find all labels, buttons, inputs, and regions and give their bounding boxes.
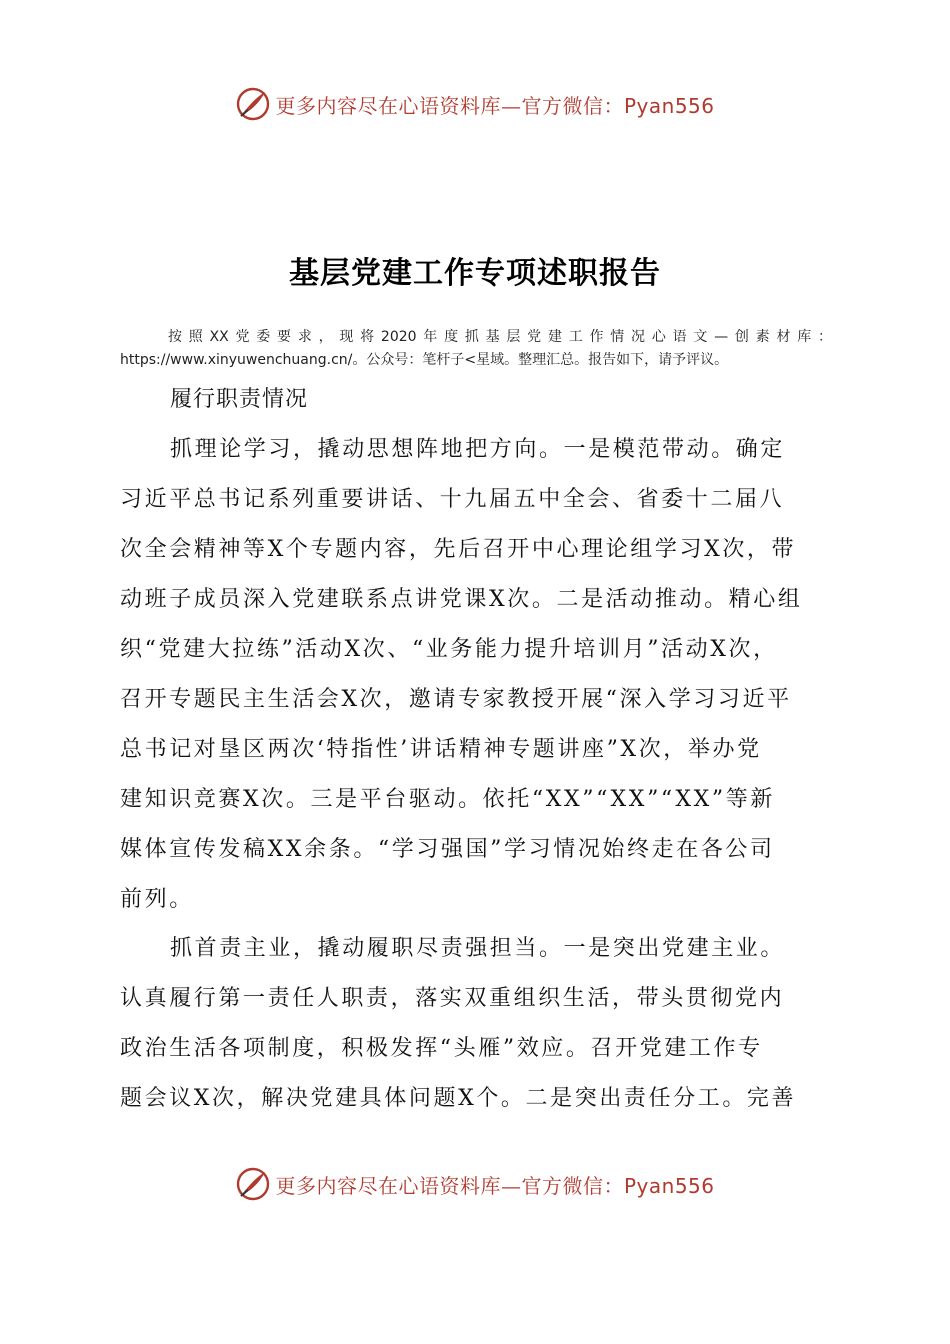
paragraph-line: 抓理论学习，撬动思想阵地把方向。一是模范带动。确定 — [170, 437, 786, 462]
paragraph-line: 抓首责主业，撬动履职尽责强担当。一是突出党建主业。 — [170, 936, 786, 961]
banner-slogan: 更多内容尽在心语资料库—官方微信： — [275, 1173, 624, 1198]
banner-wechat-id: Pyan556 — [623, 93, 715, 118]
feather-pen-icon — [235, 86, 271, 122]
paragraph-line: 次全会精神等X个专题内容，先后召开中心理论组学习X次，带 — [120, 537, 797, 562]
document-title: 基层党建工作专项述职报告 — [289, 256, 661, 291]
paragraph-line: 政治生活各项制度，积极发挥“头雁”效应。召开党建工作专 — [120, 1036, 763, 1061]
intro-paragraph: 按照XX党委要求，现将2020年度抓基层党建工作情况心语文—创素材库：https://www.xinyuwenchuang.cn/。公众号：笔杆子<星域。整理汇总。报告如下，请予评议。 — [120, 329, 832, 368]
paragraph-line: 织“党建大拉练”活动X次、“业务能力提升培训月”活动X次， — [120, 637, 778, 662]
paragraph-line: 题会议X次，解决党建具体问题X个。二是突出责任分工。完善 — [120, 1086, 797, 1111]
paragraph-line: 动班子成员深入党建联系点讲党课X次。二是活动推动。精心组 — [120, 587, 803, 612]
banner-text — [275, 90, 714, 119]
feather-pen-icon — [235, 1166, 271, 1202]
paragraph-line: 媒体宣传发稿XX余条。“学习强国”学习情况始终走在各公司 — [120, 837, 775, 862]
section-heading: 履行职责情况 — [170, 387, 309, 412]
paragraph-line: 召开专题民主生活会X次，邀请专家教授开展“深入学习习近平 — [120, 687, 792, 712]
body-paragraph-2 — [120, 924, 832, 1124]
paragraph-line: 建知识竞赛X次。三是平台驱动。依托“XX”“XX”“XX”等新 — [120, 787, 775, 812]
paragraph-line: 习近平总书记系列重要讲话、十九届五中全会、省委十二届八 — [120, 487, 785, 512]
footer-watermark-banner — [0, 1162, 950, 1206]
banner-slogan: 更多内容尽在心语资料库—官方微信： — [275, 93, 624, 118]
banner-text — [275, 1170, 714, 1199]
header-watermark-banner — [0, 82, 950, 126]
paragraph-line: 认真履行第一责任人职责，落实双重组织生活，带头贯彻党内 — [120, 986, 785, 1011]
banner-wechat-id: Pyan556 — [623, 1173, 715, 1198]
paragraph-line: 前列。 — [120, 887, 194, 912]
body-paragraph-1 — [120, 425, 832, 925]
paragraph-line: 总书记对垦区两次‘特指性’讲话精神专题讲座”X次，举办党 — [120, 737, 762, 762]
